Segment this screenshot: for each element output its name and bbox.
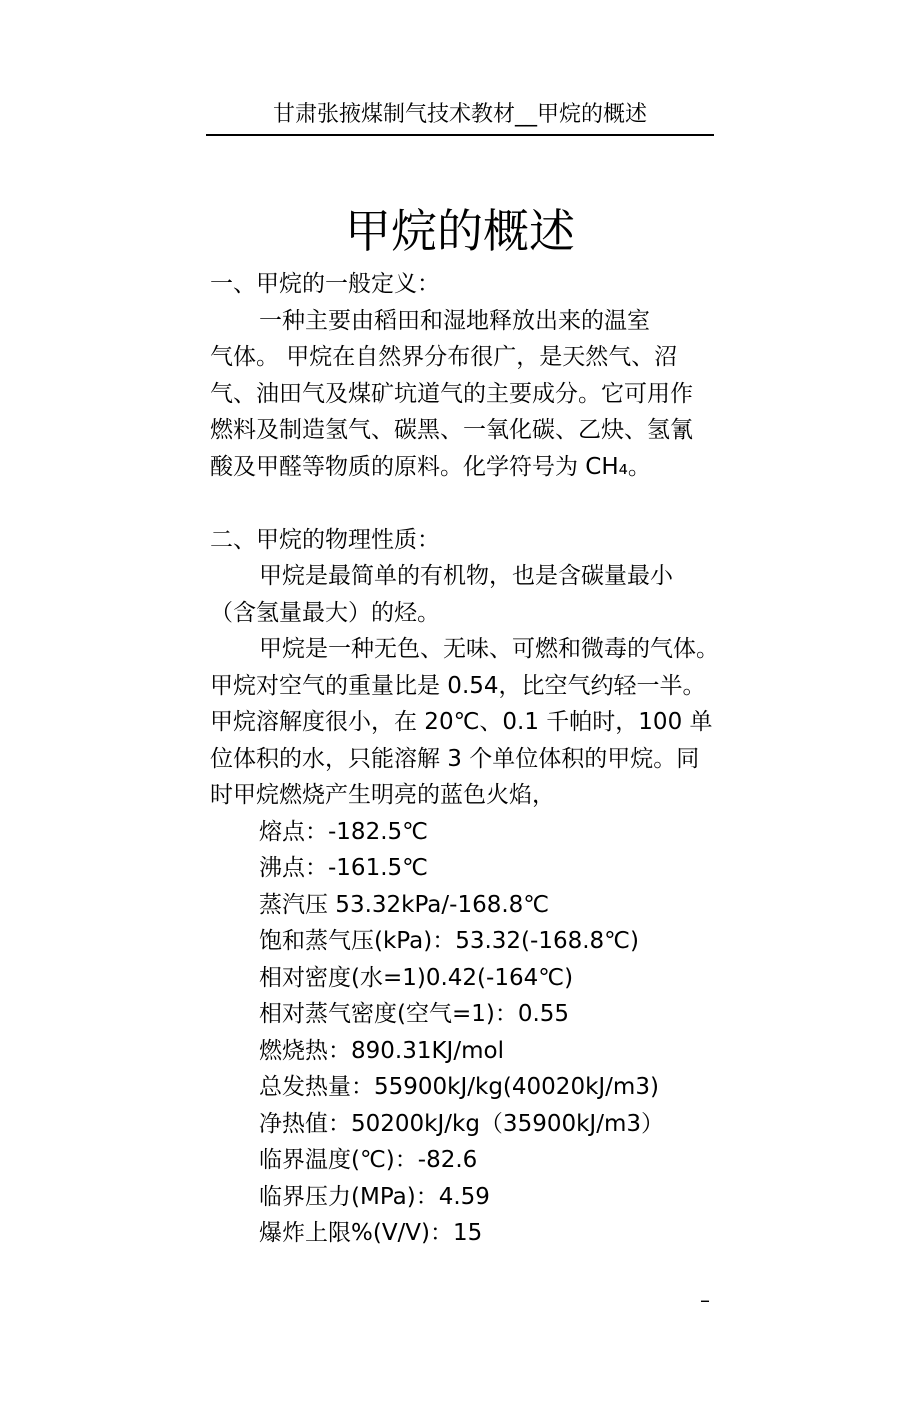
paragraph-line: 气、油田气及煤矿坑道气的主要成分。它可用作 <box>210 380 693 407</box>
paragraph-line: 甲烷是一种无色、无味、可燃和微毒的气体。 <box>259 636 719 662</box>
paragraph-line: 甲烷溶解度很小，在 20℃、0.1 千帕时，100 单 <box>210 709 713 735</box>
section-heading-definition: 一、甲烷的一般定义： <box>210 271 440 297</box>
property-melting-point: 熔点：-182.5℃ <box>259 818 428 845</box>
paragraph-line: 酸及甲醛等物质的原料。化学符号为 CH₄。 <box>210 453 651 480</box>
paragraph-line: 燃料及制造氢气、碳黑、一氧化碳、乙炔、氢氰 <box>210 417 693 443</box>
paragraph-line: 甲烷对空气的重量比是 0.54，比空气约轻一半。 <box>210 672 706 699</box>
property-saturated-vapor-pressure: 饱和蒸气压(kPa)：53.32(-168.8℃) <box>259 928 639 954</box>
property-vapor-pressure: 蒸汽压 53.32kPa/-168.8℃ <box>259 891 550 918</box>
paragraph-line: 一种主要由稻田和湿地释放出来的温室 <box>259 307 650 334</box>
paragraph-line: （含氢量最大）的烃。 <box>210 599 440 626</box>
property-critical-pressure: 临界压力(MPa)：4.59 <box>259 1183 490 1210</box>
property-gross-calorific-value: 总发热量：55900kJ/kg(40020kJ/m3) <box>259 1074 659 1100</box>
running-header: 甘肃张掖煤制气技术教材__甲烷的概述 <box>206 98 714 136</box>
property-heat-of-combustion: 燃烧热：890.31KJ/mol <box>259 1037 504 1064</box>
document-body <box>210 266 722 1252</box>
section-heading-physical-properties: 二、甲烷的物理性质： <box>210 526 440 553</box>
property-relative-density: 相对密度(水=1)0.42(-164℃) <box>259 964 574 991</box>
paragraph-line: 气体。 甲烷在自然界分布很广，是天然气、沼 <box>210 344 678 370</box>
page-number-mark: – <box>700 1288 710 1312</box>
property-critical-temperature: 临界温度(℃)：-82.6 <box>259 1147 478 1173</box>
paragraph-line: 时甲烷燃烧产生明亮的蓝色火焰， <box>210 782 555 808</box>
property-upper-explosive-limit: 爆炸上限%(V/V)：15 <box>259 1220 483 1246</box>
blank-line <box>210 485 722 522</box>
paragraph-line: 甲烷是最简单的有机物，也是含碳量最小 <box>259 563 673 589</box>
property-net-calorific-value: 净热值：50200kJ/kg（35900kJ/m3） <box>259 1110 664 1137</box>
document-title: 甲烷的概述 <box>345 204 575 258</box>
property-relative-vapor-density: 相对蒸气密度(空气=1)：0.55 <box>259 1001 570 1027</box>
paragraph-line: 位体积的水，只能溶解 3 个单位体积的甲烷。同 <box>210 745 700 772</box>
property-boiling-point: 沸点：-161.5℃ <box>259 855 428 881</box>
